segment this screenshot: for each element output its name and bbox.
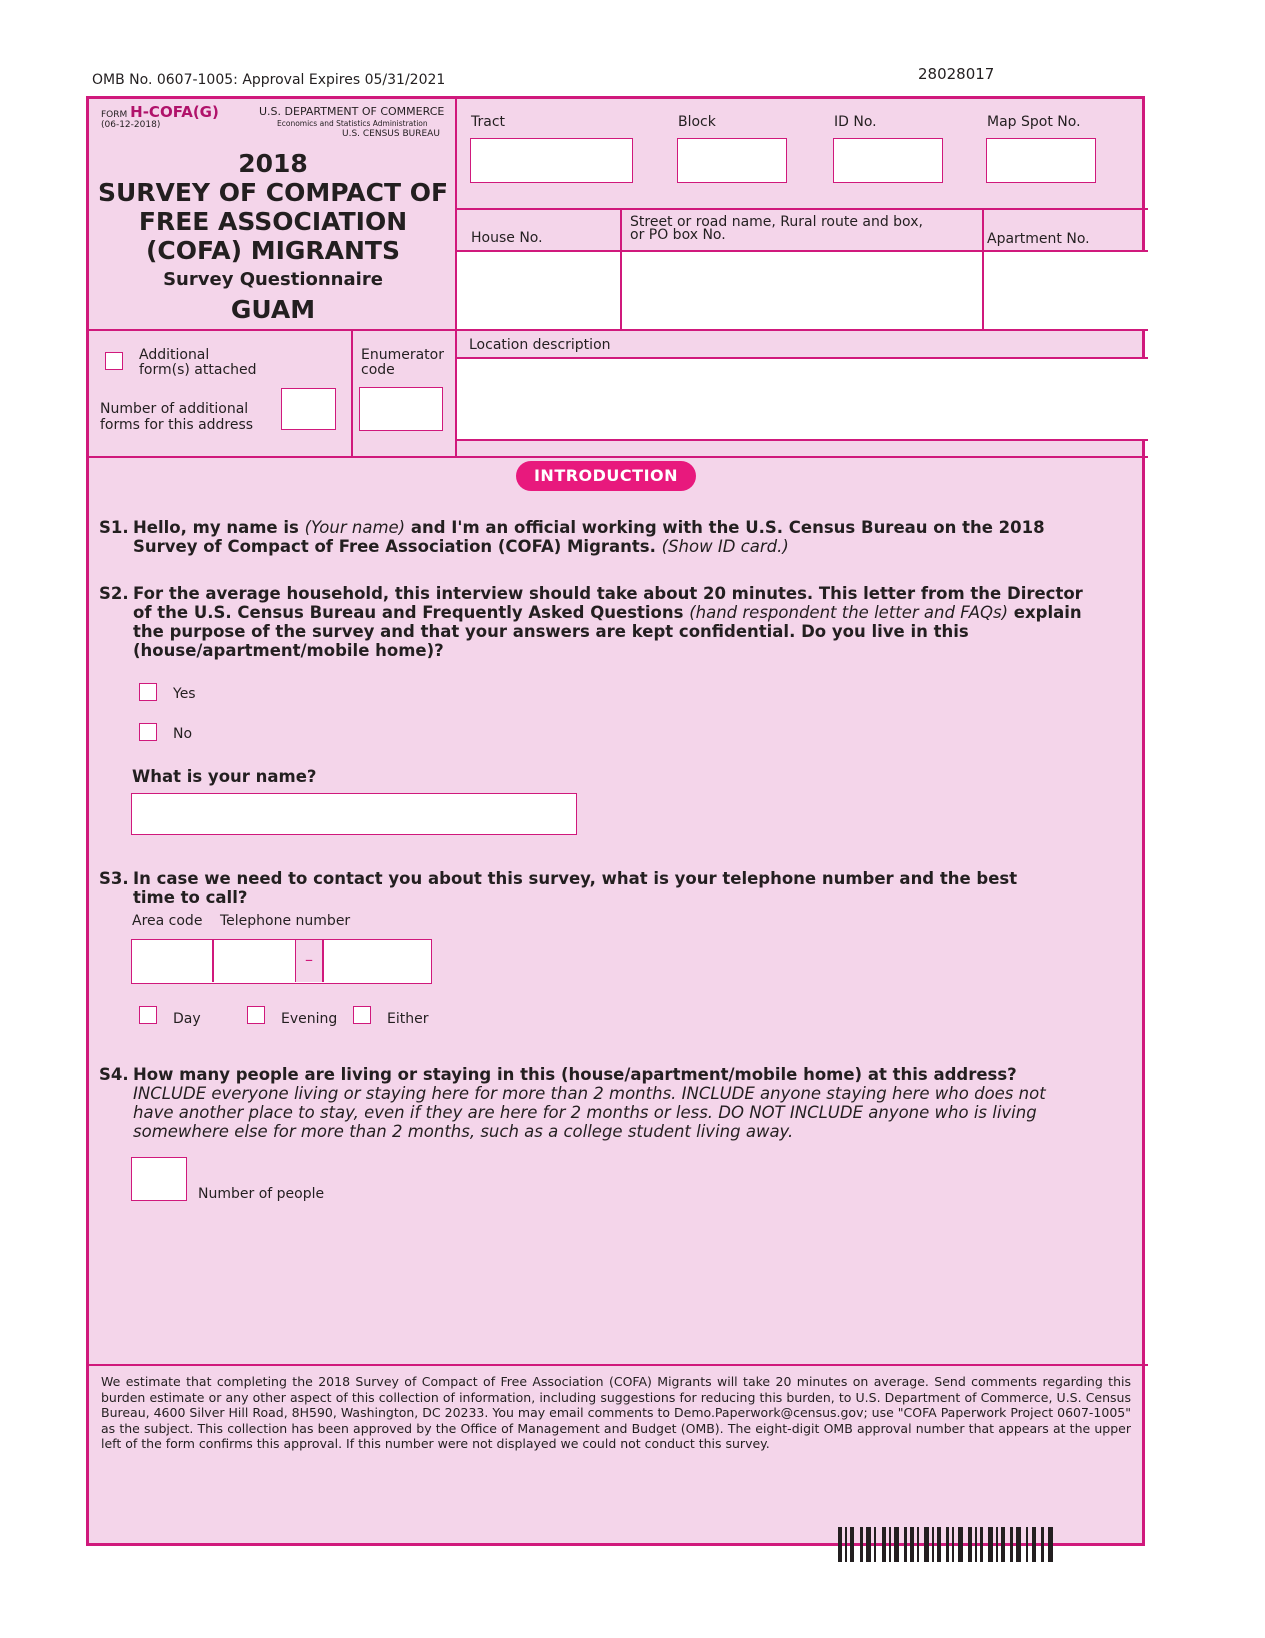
s2-yes-label: Yes (173, 686, 196, 702)
bureau: U.S. CENSUS BUREAU (342, 129, 440, 139)
name-input[interactable] (131, 793, 577, 835)
divider (455, 208, 1148, 210)
additional-forms-checkbox[interactable] (105, 352, 123, 370)
additional-label-2: form(s) attached (139, 362, 257, 378)
num-additional-input[interactable] (281, 388, 336, 430)
s2-text-b: explain the purpose of the survey and that your answers are kept confidential. Do you live in this (house/apartment/mobile home)? (133, 603, 1082, 660)
num-additional-label-1: Number of additional (100, 401, 249, 417)
map-spot-label: Map Spot No. (987, 114, 1081, 130)
survey-location: GUAM (230, 295, 316, 324)
barcode (838, 1527, 1058, 1562)
name-question: What is your name? (132, 767, 317, 786)
burden-statement: We estimate that completing the 2018 Survey of Compact of Free Association (COFA) Migrants will take 20 minutes on average. Send comments regarding this burden estimate or any other aspect of this collection of information, including suggestions for reducing this burden, to U.S. Department of Commerce, U.S. Census Bureau, 4600 Silver Hill Road, 8H590, Washington, DC 20233. You may email comments to Demo.Paperwork@census.gov; use "COFA Paperwork Project 0607-1005" as the subject. This collection has been approved by the Office of Management and Budget (OMB). The eight-digit OMB approval number that appears at the upper left of the form confirms this approval. If this number were not displayed we could not conduct this survey. (101, 1374, 1131, 1451)
s3-either-label: Either (387, 1011, 429, 1027)
administration: Economics and Statistics Administration (277, 119, 428, 128)
additional-label-1: Additional (139, 347, 210, 363)
s1-text-b: and I'm an official working with the U.S. Census Bureau on the 2018 Survey of Compact of Free Association (COFA) Migrants. (133, 518, 1045, 556)
omb-approval: OMB No. 0607-1005: Approval Expires 05/31/2021 (92, 72, 446, 88)
s1-number: S1. (99, 518, 129, 537)
s2-italic-a: (hand respondent the letter and FAQs) (689, 603, 1009, 622)
location-description-input[interactable] (457, 359, 1148, 439)
id-no-label: ID No. (834, 114, 877, 130)
s3-number: S3. (99, 869, 129, 888)
s2-yes-checkbox[interactable] (139, 683, 157, 701)
s2-no-label: No (173, 726, 193, 742)
s3-question: In case we need to contact you about this survey, what is your telephone number and the best time to call? (133, 869, 1018, 907)
tract-label: Tract (471, 114, 506, 130)
form-code: H-COFA(G) (130, 103, 219, 121)
house-no-input[interactable] (457, 252, 620, 329)
divider (89, 1364, 1148, 1366)
s3-evening-label: Evening (281, 1011, 338, 1027)
s1-question (133, 518, 1083, 556)
telephone-input[interactable] (131, 939, 432, 984)
s2-text-a: For the average household, this interview should take about 20 minutes. This letter from the Director of the U.S. Census Bureau and Frequently Asked Questions (133, 584, 1083, 622)
telephone-label: Telephone number (220, 913, 351, 929)
survey-year: 2018 (238, 149, 308, 178)
divider (457, 439, 1148, 441)
s4-question (133, 1065, 1083, 1141)
survey-title-1: SURVEY OF COMPACT OF (97, 178, 449, 207)
s1-italic-a: (Your name) (304, 518, 406, 537)
apartment-no-input[interactable] (984, 252, 1148, 329)
s3-day-label: Day (173, 1011, 201, 1027)
form-word: FORM (101, 110, 128, 120)
enumerator-label-1: Enumerator (361, 347, 444, 363)
location-description-label: Location description (469, 337, 611, 353)
s1-italic-b: (Show ID card.) (661, 537, 789, 556)
s2-number: S2. (99, 584, 129, 603)
block-label: Block (678, 114, 716, 130)
s4-text: How many people are living or staying in this (house/apartment/mobile home) at this address? (133, 1065, 1017, 1084)
enumerator-code-input[interactable] (359, 387, 443, 431)
survey-title-2: FREE ASSOCIATION (138, 207, 408, 236)
number-of-people-label: Number of people (198, 1186, 325, 1202)
num-additional-label-2: forms for this address (100, 417, 254, 433)
street-input[interactable] (622, 252, 982, 329)
area-code-label: Area code (132, 913, 203, 929)
map-spot-input[interactable] (986, 138, 1096, 183)
s3-either-checkbox[interactable] (353, 1006, 371, 1024)
street-label-1: Street or road name, Rural route and box, (630, 214, 923, 230)
s2-no-checkbox[interactable] (139, 723, 157, 741)
enumerator-label-2: code (361, 362, 395, 378)
questionnaire-form (86, 96, 1145, 1546)
street-label-2: or PO box No. (630, 227, 726, 243)
divider (351, 329, 353, 457)
telephone-dash: – (296, 940, 322, 982)
house-no-label: House No. (471, 230, 543, 246)
survey-subtitle: Survey Questionnaire (163, 269, 383, 290)
s4-italic: INCLUDE everyone living or staying here for more than 2 months. INCLUDE anyone staying here who does not have another place to stay, even if they are here for 2 months or less. DO NOT INCLUDE anyone who is living somewhere else for more than 2 months, such as a college student living away. (133, 1084, 1046, 1141)
s4-number: S4. (99, 1065, 129, 1084)
s1-text-a: Hello, my name is (133, 518, 305, 537)
form-id-number: 28028017 (918, 65, 995, 83)
form-date: (06-12-2018) (101, 120, 161, 130)
s3-evening-checkbox[interactable] (247, 1006, 265, 1024)
s2-question (133, 584, 1083, 660)
divider (89, 329, 1148, 331)
apartment-no-label: Apartment No. (987, 231, 1090, 247)
s3-day-checkbox[interactable] (139, 1006, 157, 1024)
block-input[interactable] (677, 138, 787, 183)
tract-input[interactable] (470, 138, 633, 183)
number-of-people-input[interactable] (131, 1157, 187, 1201)
survey-title-3: (COFA) MIGRANTS (146, 236, 400, 265)
id-no-input[interactable] (833, 138, 943, 183)
divider (89, 456, 1148, 458)
department: U.S. DEPARTMENT OF COMMERCE (259, 105, 445, 118)
introduction-heading: INTRODUCTION (516, 461, 696, 491)
